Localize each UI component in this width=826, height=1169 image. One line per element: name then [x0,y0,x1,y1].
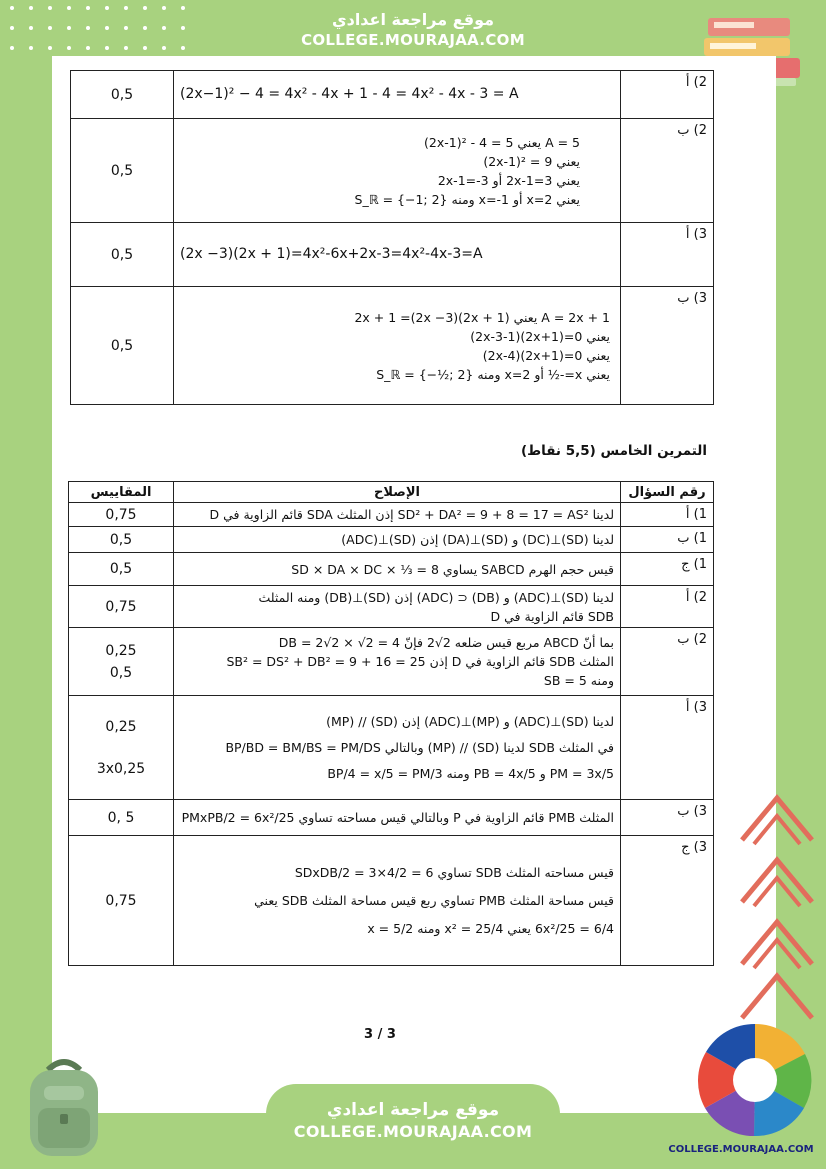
correction-table-part1 [70,70,714,405]
decorative-dot [86,26,90,30]
decorative-dot [143,26,147,30]
banner-arabic-title: موقع مراجعة اعدادي [326,1100,500,1120]
answer-line: بما أنّ ABCD مربع قيس ضلعه 2√2 فإنّ DB = 2√2 × √2 = 4 [278,635,614,650]
mark-cell [69,696,174,800]
question-number: 1) أ [621,503,714,527]
exercise-title: التمرين الخامس (5,5 نقاط) [520,443,707,459]
decorative-dot [10,6,14,10]
answer-cell [174,553,621,586]
answer-line: ومنه SB = 5 [543,673,614,688]
decorative-dot [86,6,90,10]
table-row [71,71,714,119]
answer-line: يعني 2x-1=3 أو 2x-1=-3 [437,172,580,188]
logo-caption: COLLEGE.MOURAJAA.COM [668,1144,814,1155]
decorative-dot [29,46,33,50]
table-row [69,527,714,553]
question-number: 1) ب [621,527,714,553]
answer-line: A = 2x + 1 يعني 2x + 1 =(2x −3)(2x + 1) [354,309,610,325]
mark-value: 3x0,25 [96,760,146,777]
answer-cell [174,119,621,223]
table-row [69,696,714,800]
subjects-wheel-icon [694,1020,816,1140]
question-number: 3) ب [621,287,714,405]
answer-cell [174,836,621,966]
header-question-number: رقم السؤال [621,482,714,503]
table-row [69,503,714,527]
decorative-dot [181,26,185,30]
decorative-dot [10,46,14,50]
question-number: 2) ب [621,119,714,223]
answer-line: يعني x=2 أو x=-1 ومنه S_ℝ = {−1; 2} [354,191,580,207]
answer-cell [174,287,621,405]
table-row [69,836,714,966]
answer-line: يعني 9 = ²(2x-1) [483,153,580,169]
decorative-dot [181,6,185,10]
mark-cell: 0,5 [71,119,174,223]
decorative-dot [29,26,33,30]
decorative-dot [67,26,71,30]
answer-cell [174,223,621,287]
mark-cell: 0, 5 [69,800,174,836]
question-number: 2) أ [621,586,714,628]
decorative-dot [48,26,52,30]
mark-value: 0,25 [105,718,137,735]
answer-line: A = 5 يعني 5 = 4 - ²(2x-1) [423,134,580,150]
mark-cell: 0,75 [69,503,174,527]
question-number: 3) ج [621,836,714,966]
chevron-up-icon [740,790,814,846]
decorative-dot [10,26,14,30]
answer-line: لدينا (SD)⊥(ADC) و (DB) ⊂ (ADC) إذن (SD)⊥(DB) ومنه المثلث [258,589,614,605]
question-number: 3) أ [621,223,714,287]
table-row [71,119,714,223]
mark-cell: 0,5 [69,553,174,586]
decorative-dot [105,26,109,30]
answer-line: (2x −3)(2x + 1)=4x²-6x+2x-3=4x²-4x-3=A [180,246,483,262]
banner-site-link[interactable]: COLLEGE.MOURAJAA.COM [301,31,525,49]
answer-cell [174,696,621,800]
header-marks: المقاييس [69,482,174,503]
mark-cell: 0,5 [69,527,174,553]
banner-arabic-title: موقع مراجعة اعدادي [331,10,495,29]
decorative-dot [105,46,109,50]
decorative-dot [162,46,166,50]
table-row [71,223,714,287]
answer-line: قيس مساحته المثلث SDB تساوي SDxDB/2 = 3×4/2 = 6 [294,864,614,880]
answer-line: المثلث PMB قائم الزاوية في P وبالتالي قيس مساحته تساوي PMxPB/2 = 6x²/25 [181,810,614,825]
answer-line: PM = 3x/5 و PB = 4x/5 ومنه BP/4 = x/5 = PM/3 [327,765,614,781]
mark-value: 0,25 [105,642,137,659]
chevron-up-icon [740,914,814,970]
answer-line: 6x²/25 = 6/4 يعني x² = 25/4 ومنه x = 5/2 [367,920,614,936]
header-correction: الإصلاح [174,482,621,503]
site-banner-top[interactable] [266,0,560,62]
site-banner-bottom[interactable] [266,1084,560,1169]
table-header-row [69,482,714,503]
answer-line: قيس مساحة المثلث PMB تساوي ربع قيس مساحة المثلث SDB يعني [254,892,614,908]
chevron-up-icon [740,852,814,908]
answer-line: لدينا (SD)⊥(DC) و (SD)⊥(DA) إذن (SD)⊥(ADC) [341,532,614,547]
answer-line: قيس حجم الهرم SABCD يساوي 8 = ⅓ × SD × DA × DC [291,561,614,577]
decorative-dot [162,26,166,30]
decorative-dot [105,6,109,10]
banner-site-link[interactable]: COLLEGE.MOURAJAA.COM [293,1122,533,1141]
answer-line: لدينا (SD)⊥(ADC) و (MP)⊥(ADC) إذن (SD) // (MP) [326,713,614,729]
decorative-dot [124,46,128,50]
decorative-dot [67,46,71,50]
chevron-up-icon [740,968,814,1024]
question-number: 1) ج [621,553,714,586]
decorative-dot [181,46,185,50]
answer-cell [174,503,621,527]
table-row [69,586,714,628]
mark-cell: 0,75 [69,836,174,966]
table-row [69,800,714,836]
mark-cell: 0,75 [69,586,174,628]
answer-line: (2x−1)² − 4 = 4x² - 4x + 1 - 4 = 4x² - 4x - 3 = A [180,86,519,102]
answer-cell [174,71,621,119]
page-number: 3 / 3 [364,1027,396,1042]
backpack-icon [14,1052,114,1162]
decorative-dot [143,6,147,10]
question-number: 2) ب [621,628,714,696]
decorative-dot [86,46,90,50]
answer-cell [174,586,621,628]
mark-cell [69,628,174,696]
table-row [69,553,714,586]
decorative-dot [48,46,52,50]
mark-cell: 0,5 [71,223,174,287]
answer-line: يعني x=-½ أو x=2 ومنه S_ℝ = {−½; 2} [376,366,610,382]
decorative-dot [143,46,147,50]
answer-line: المثلث SDB قائم الزاوية في D إذن SB² = DS² + DB² = 9 + 16 = 25 [226,654,614,669]
answer-line: يعني 0=(2x+1)(2x-4) [482,347,610,363]
decorative-dot [162,6,166,10]
decorative-dot [29,6,33,10]
decorative-dot [124,26,128,30]
decorative-dot [48,6,52,10]
question-number: 3) أ [621,696,714,800]
mark-cell: 0,5 [71,287,174,405]
answer-cell [174,527,621,553]
table-row [69,628,714,696]
mark-cell: 0,5 [71,71,174,119]
answer-cell [174,800,621,836]
mark-value: 0,5 [109,664,133,681]
question-number: 2) أ [621,71,714,119]
answer-line: يعني 0=(2x+1)(2x-3-1) [470,328,610,344]
table-row [71,287,714,405]
answer-cell [174,628,621,696]
question-number: 3) ب [621,800,714,836]
decorative-dots [10,6,200,58]
decorative-dot [124,6,128,10]
answer-line: لدينا SD² + DA² = 9 + 8 = 17 = AS² إذن المثلث SDA قائم الزاوية في D [209,507,614,522]
answer-line: SDB قائم الزاوية في D [490,608,614,624]
answer-line: في المثلث SDB لدينا (SD) // (MP) وبالتالي BP/BD = BM/BS = PM/DS [225,739,614,755]
correction-table-exercise5 [68,481,714,966]
decorative-dot [67,6,71,10]
